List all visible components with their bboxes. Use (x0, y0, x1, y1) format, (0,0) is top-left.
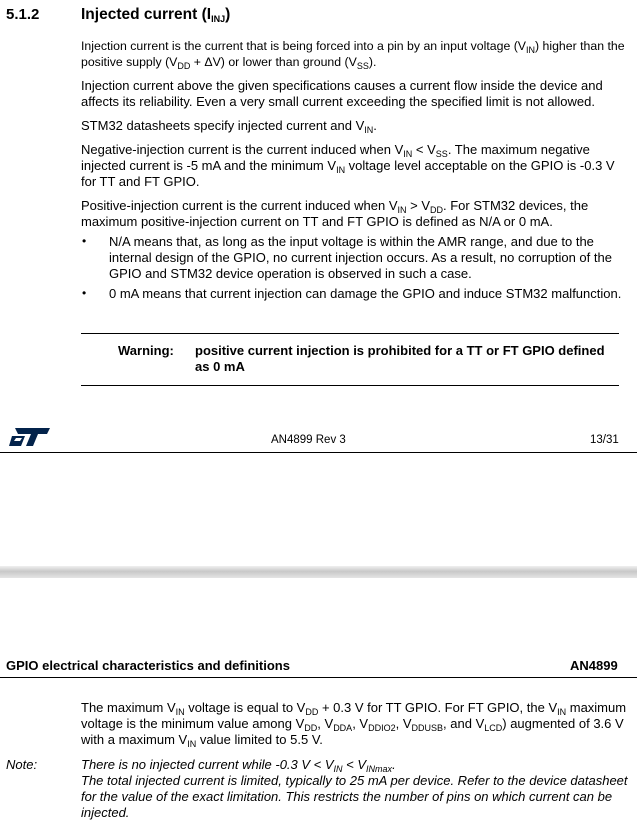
section-number: 5.1.2 (6, 6, 40, 23)
bullet-icon: • (82, 286, 87, 300)
warning-top-rule (81, 333, 619, 334)
paragraph-injection-definition: Injection current is the current that is being forced into a pin by an input voltage $(V_{IN})$ higher than the positive supply $(V_{DD} + \Delta V)$ or lower than ground $(V_{SS})$. (81, 39, 625, 71)
bullet-item-na: N/A means that, as long as the input voltage is within the AMR range, and due to the internal design of the GPIO, no current injection occurs. As a result, no corruption of the GPIO and STM32 device operation is observed in such a case. (109, 234, 612, 281)
note-line-total-current: The total injected current is limited, typically to 25 mA per device. Refer to the device datasheet for the value of the exact limitation. This restricts the number of pins on which current can be injected. (81, 773, 628, 820)
bullet-item-0ma: 0 mA means that current injection can damage the GPIO and induce STM32 malfunction. (109, 286, 622, 301)
footer-doc-ref: AN4899 Rev 3 (271, 434, 346, 446)
note-text (81, 757, 631, 821)
page-header-title: GPIO electrical characteristics and definitions (6, 658, 290, 673)
paragraph-positive-injection: Positive-injection current is the current induced when $V_{IN} > V_{DD}$. For STM32 devices, the maximum positive-injection current on TT and FT GPIO is defined as N/A or 0 mA. (81, 198, 589, 229)
footer-rule (0, 452, 637, 453)
paragraph-max-vin: The maximum $V_{IN}$ voltage is equal to $V_{DD} + 0.3$ V for TT GPIO. For FT GPIO, the $V_{IN}$ maximum voltage is the minimum value among $V_{DD}$, $V_{DDA}$, $V_{DDIO2}$, $V_{DDUSB}$, and $V_{LCD}$) augmented of 3.6 V with a maximum $V_{IN}$ value limited to 5.5 V. (81, 700, 627, 749)
note-line-vin-range: There is no injected current while -0.3 $V < V_{IN} < V_{INmax}$. (81, 757, 396, 774)
warning-label: Warning: (118, 343, 174, 358)
paragraph-reliability: Injection current above the given specifications causes a current flow inside the device and affects its reliability. Even a very small current exceeding the specified limit is not allowed. (81, 78, 603, 109)
bullet-icon: • (82, 234, 87, 248)
warning-bottom-rule (81, 385, 619, 386)
footer-page-number: 13/31 (590, 434, 619, 446)
paragraph-datasheets: STM32 datasheets specify injected current and $V_{IN}$. (81, 118, 377, 135)
page-header-doc-id: AN4899 (570, 658, 618, 673)
section-title: Injected current $(I_{INJ})$ (81, 6, 231, 24)
page-separator (0, 566, 637, 578)
paragraph-negative-injection: Negative-injection current is the current induced when $V_{IN} < V_{SS}$. The maximum negative injected current is -5 mA and the minimum $V_{IN}$ voltage level acceptable on the GPIO is -0.3 V for TT and FT GPIO. (81, 142, 615, 189)
header-rule (0, 677, 637, 678)
note-label: Note: (6, 757, 38, 772)
warning-text: positive current injection is prohibited for a TT or FT GPIO defined as 0 mA (195, 343, 605, 374)
st-logo-icon (8, 426, 52, 448)
